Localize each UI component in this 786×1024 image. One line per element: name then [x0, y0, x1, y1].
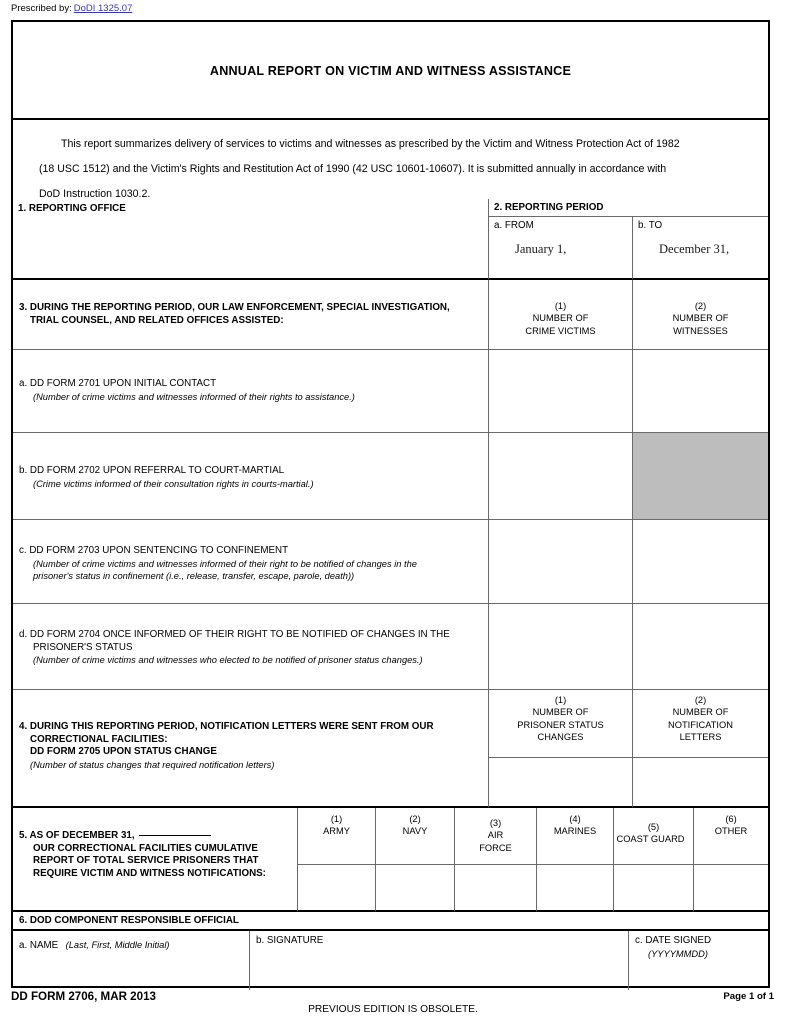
- section-4-col-1-value: [489, 758, 632, 767]
- section-5-col-5-value: [614, 865, 693, 874]
- row-a-col-2-value: [633, 350, 768, 359]
- row-d-label: [13, 604, 489, 690]
- section-6-date-hint: (YYYYMMDD): [648, 948, 708, 959]
- form-body: [11, 20, 770, 988]
- section-3-col-2-line-2: WITNESSES: [673, 325, 728, 336]
- form-title: ANNUAL REPORT ON VICTIM AND WITNESS ASSISTANCE: [209, 64, 572, 78]
- section-4-col-2-number: (2): [694, 695, 707, 705]
- section-5-col-army-header: [298, 808, 376, 865]
- section-3-header: [13, 280, 489, 350]
- row-c-title: c. DD FORM 2703 UPON SENTENCING TO CONFINEMENT: [19, 545, 289, 556]
- description-line-3: DoD Instruction 1030.2.: [39, 188, 151, 200]
- footer-page-number: Page 1 of 1: [723, 991, 774, 1002]
- section-6-date-label: c. DATE SIGNED: [635, 935, 712, 946]
- row-d-title-line-1: d. DD FORM 2704 ONCE INFORMED OF THEIR RIGHT TO BE NOTIFIED OF CHANGES IN THE: [19, 629, 450, 640]
- section-4-col-2-line-1: NUMBER OF: [672, 707, 729, 718]
- section-3-col-2-line-1: NUMBER OF: [672, 313, 729, 324]
- section-6-signature-value: [250, 948, 628, 952]
- row-a-col-1-value: [489, 350, 632, 359]
- section-4-col-1-line-1: NUMBER OF: [532, 707, 589, 718]
- section-4-col-1-line-3: CHANGES: [537, 732, 584, 743]
- section-5-label-cell: [13, 808, 298, 912]
- section-3-col-2-header: [633, 280, 768, 350]
- section-5-col-army-input[interactable]: [298, 865, 376, 912]
- row-d-col-1-value: [489, 604, 632, 613]
- section-2-label: 2. REPORTING PERIOD: [494, 202, 604, 213]
- section-6-name-cell[interactable]: [13, 931, 250, 990]
- row-c-description-line-2: prisoner's status in confinement (i.e., release, transfer, escape, parole, death)): [33, 570, 355, 581]
- section-5-col-6-value: [694, 865, 768, 874]
- prescribed-by-label: Prescribed by:: [11, 3, 72, 14]
- section-2-reporting-period-header: [489, 199, 768, 217]
- row-b-description: (Crime victims informed of their consultation rights in courts-martial.): [33, 478, 314, 489]
- section-6-date-value: [629, 960, 768, 962]
- section-5-col-1-number: (1): [330, 814, 343, 824]
- row-b-label: [13, 433, 489, 520]
- section-6-name-value: [13, 953, 249, 957]
- row-a-col-1-input[interactable]: [489, 350, 633, 433]
- row-d-col-2-input[interactable]: [633, 604, 768, 690]
- section-5-col-2-value: [376, 865, 454, 874]
- section-5-label-line-2: OUR CORRECTIONAL FACILITIES CUMULATIVE: [33, 842, 258, 854]
- section-5-col-3-name-line-1: AIR: [487, 830, 504, 841]
- footer-form-id: DD FORM 2706, MAR 2013: [11, 990, 156, 1003]
- row-d-col-1-input[interactable]: [489, 604, 633, 690]
- section-4-col-2-header: [633, 690, 768, 758]
- row-a-description: (Number of crime victims and witnesses informed of their rights to assistance.): [33, 391, 355, 402]
- period-to-label: b. TO: [638, 220, 663, 231]
- section-4-description: (Number of status changes that required notification letters): [30, 759, 275, 770]
- period-from-label: a. FROM: [494, 220, 534, 231]
- section-5-col-5-name: COAST GUARD: [616, 834, 685, 845]
- section-3-label-line-2: TRIAL COUNSEL, AND RELATED OFFICES ASSISTED:: [30, 314, 284, 326]
- section-4-label-line-2: CORRECTIONAL FACILITIES:: [30, 733, 168, 745]
- title-block: [13, 22, 768, 120]
- section-4-col-1-header: [489, 690, 633, 758]
- section-5-col-marines-header: [537, 808, 614, 865]
- section-5-col-1-value: [298, 865, 375, 874]
- section-5-col-other-input[interactable]: [694, 865, 768, 912]
- section-5-col-marines-input[interactable]: [537, 865, 614, 912]
- section-5-col-6-number: (6): [725, 814, 737, 824]
- section-5-col-6-name: OTHER: [714, 826, 748, 837]
- section-5-label-line-3: REPORT OF TOTAL SERVICE PRISONERS THAT: [33, 855, 259, 866]
- section-3-col-1-number: (1): [554, 301, 567, 311]
- section-4-col-1-line-2: PRISONER STATUS: [517, 719, 604, 730]
- row-c-description-line-1: (Number of crime victims and witnesses informed of their right to be notified of changes in the: [33, 558, 417, 569]
- section-5-col-4-value: [537, 865, 613, 874]
- section-5-col-navy-header: [376, 808, 455, 865]
- row-b-col-1-value: [489, 433, 632, 442]
- section-5-col-airforce-input[interactable]: [455, 865, 537, 912]
- period-to-cell[interactable]: [633, 217, 768, 280]
- section-5-col-2-number: (2): [409, 814, 421, 824]
- row-d-title-line-2: PRISONER'S STATUS: [33, 641, 133, 653]
- section-6-name-hint: (Last, First, Middle Initial): [65, 940, 170, 950]
- section-6-label: 6. DOD COMPONENT RESPONSIBLE OFFICIAL: [19, 915, 239, 926]
- section-4-col-2-line-2: NOTIFICATION: [668, 719, 733, 730]
- section-5-col-navy-input[interactable]: [376, 865, 455, 912]
- section-4-label-line-1: 4. DURING THIS REPORTING PERIOD, NOTIFICATION LETTERS WERE SENT FROM OUR: [19, 721, 434, 732]
- period-from-cell[interactable]: [489, 217, 633, 280]
- section-4-label-cell: [13, 690, 489, 808]
- section-5-col-other-header: [694, 808, 768, 865]
- section-4-col-2-value: [633, 758, 768, 767]
- row-d-description: (Number of crime victims and witnesses who elected to be notified of prisoner status changes.): [33, 655, 423, 665]
- section-5-col-4-name: MARINES: [553, 826, 597, 837]
- row-b-col-1-input[interactable]: [489, 433, 633, 520]
- section-5-col-3-name-line-2: FORCE: [479, 842, 512, 853]
- section-4-label-line-3: DD FORM 2705 UPON STATUS CHANGE: [30, 746, 217, 757]
- section-5-col-3-number: (3): [489, 818, 502, 828]
- row-a-col-2-input[interactable]: [633, 350, 768, 433]
- row-c-col-2-value: [633, 520, 768, 529]
- description-line-1: This report summarizes delivery of services to victims and witnesses as prescribed by the Victim and Witness Protection Act of 1982: [61, 138, 680, 150]
- section-5-col-2-name: NAVY: [402, 826, 428, 837]
- section-5-col-airforce-header: [455, 808, 537, 865]
- section-5-col-4-number: (4): [569, 814, 581, 824]
- period-from-value: January 1,: [515, 241, 567, 256]
- section-4-col-2-input[interactable]: [633, 758, 768, 808]
- section-5-col-coastguard-input[interactable]: [614, 865, 694, 912]
- section-1-reporting-office[interactable]: [13, 199, 489, 280]
- section-3-col-1-line-1: NUMBER OF: [532, 313, 589, 324]
- section-6-name-label: a. NAME: [19, 940, 59, 951]
- section-6-signature-label: b. SIGNATURE: [256, 935, 324, 946]
- section-4-col-1-number: (1): [554, 695, 567, 705]
- row-c-label: [13, 520, 489, 604]
- row-d-col-2-value: [633, 604, 768, 613]
- section-5-label-line-4: REQUIRE VICTIM AND WITNESS NOTIFICATIONS:: [33, 867, 266, 879]
- row-c-col-1-value: [489, 520, 632, 529]
- section-4-col-1-input[interactable]: [489, 758, 633, 808]
- section-6-date-cell[interactable]: [629, 931, 768, 990]
- section-3-col-2-number: (2): [694, 301, 707, 311]
- row-b-col-2-shaded-cell: [633, 433, 768, 520]
- section-5-year-blank[interactable]: [139, 827, 211, 836]
- footer-notice: PREVIOUS EDITION IS OBSOLETE.: [308, 1004, 478, 1015]
- dodi-reference-link[interactable]: DoDI 1325.07: [73, 3, 133, 14]
- section-5-col-3-value: [455, 865, 536, 874]
- section-3-label-line-1: 3. DURING THE REPORTING PERIOD, OUR LAW ENFORCEMENT, SPECIAL INVESTIGATION,: [19, 302, 450, 313]
- row-c-col-1-input[interactable]: [489, 520, 633, 604]
- prescribed-by-line: [11, 3, 132, 15]
- section-6-header: [13, 912, 768, 931]
- row-c-col-2-input[interactable]: [633, 520, 768, 604]
- section-5-label-line-1: 5. AS OF DECEMBER 31,: [19, 830, 135, 841]
- reporting-office-value: [13, 216, 488, 220]
- row-a-label: [13, 350, 489, 433]
- row-a-title: a. DD FORM 2701 UPON INITIAL CONTACT: [19, 378, 217, 389]
- section-3-col-1-header: [489, 280, 633, 350]
- period-to-value: December 31,: [659, 241, 730, 256]
- section-1-label: 1. REPORTING OFFICE: [18, 203, 126, 214]
- section-5-col-5-number: (5): [647, 822, 660, 832]
- row-b-title: b. DD FORM 2702 UPON REFERRAL TO COURT-MARTIAL: [19, 465, 285, 476]
- section-5-col-coastguard-header: [614, 808, 694, 865]
- section-5-col-1-name: ARMY: [323, 826, 350, 837]
- section-3-col-1-line-2: CRIME VICTIMS: [525, 325, 596, 336]
- description-line-2: (18 USC 1512) and the Victim's Rights and Restitution Act of 1990 (42 USC 10601-10607). It is submitted annually in accordance with: [39, 163, 667, 175]
- section-4-col-2-line-3: LETTERS: [679, 732, 722, 743]
- section-6-signature-cell[interactable]: [250, 931, 629, 990]
